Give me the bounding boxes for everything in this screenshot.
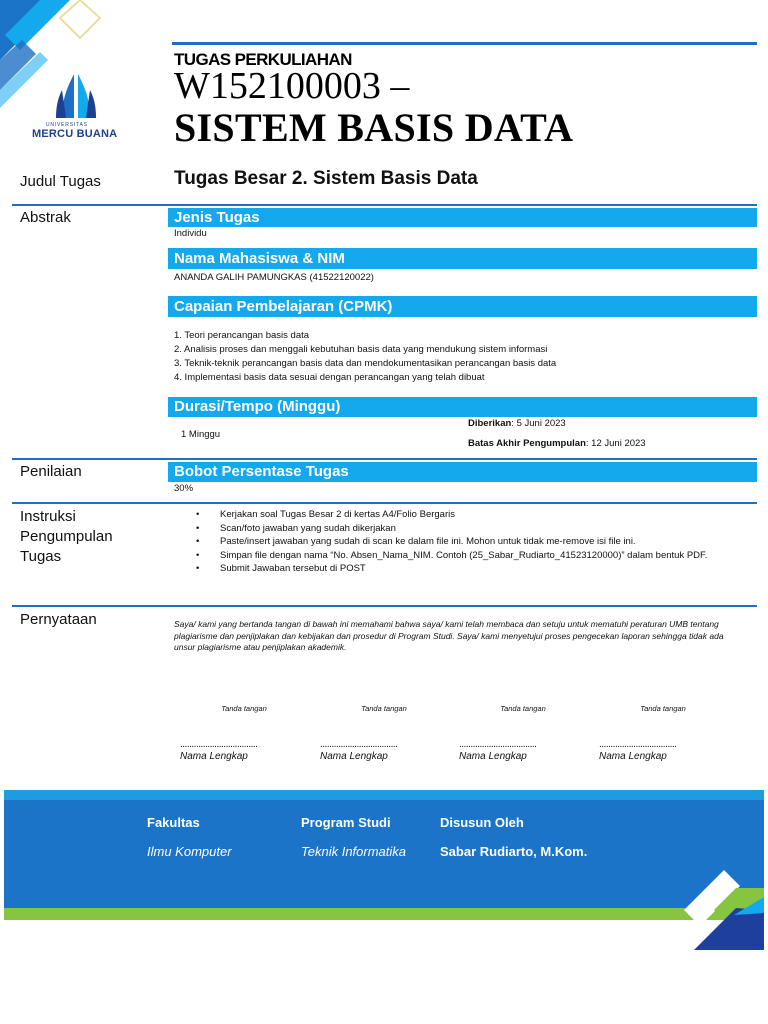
list-item: • Kerjakan soal Tugas Besar 2 di kertas A4/Folio Bergaris	[196, 508, 756, 522]
signature-line: ..................................	[599, 739, 677, 750]
list-item: • Simpan file dengan nama “No. Absen_Nama_NIM. Contoh (25_Sabar_Rudiarto_41523120000)” dalam bentuk PDF.	[196, 549, 756, 563]
header-rule	[172, 42, 757, 45]
signature-block	[320, 704, 450, 762]
signature-label: Tanda tangan	[361, 704, 407, 713]
signature-line: ..................................	[180, 739, 258, 750]
penyusun-value: Sabar Rudiarto, M.Kom.	[440, 844, 588, 859]
label-pernyataan: Pernyataan	[20, 611, 97, 628]
row-divider	[12, 458, 757, 460]
row-divider	[12, 204, 757, 206]
fakultas-label: Fakultas	[147, 815, 200, 830]
list-item: 1. Teori perancangan basis data	[174, 330, 310, 341]
label-abstrak: Abstrak	[20, 209, 71, 226]
mahasiswa-value: ANANDA GALIH PAMUNGKAS (41522120022)	[174, 272, 374, 283]
list-item: • Submit Jawaban tersebut di POST	[196, 562, 756, 576]
label-penilaian: Penilaian	[20, 463, 82, 480]
logo-text: MERCU BUANA	[32, 128, 118, 140]
signature-block	[180, 704, 310, 762]
jenis-tugas-value: Individu	[174, 228, 207, 239]
list-item: 3. Teknik-teknik perancangan basis data dan mendokumentasikan perancangan basis data	[174, 358, 557, 369]
prodi-label: Program Studi	[301, 815, 391, 830]
footer-corner-decoration	[684, 855, 764, 950]
instruksi-list	[196, 508, 756, 576]
signature-line: ..................................	[320, 739, 398, 750]
course-title: SISTEM BASIS DATA	[174, 105, 574, 150]
bobot-value: 30%	[174, 483, 194, 494]
signature-label: Tanda tangan	[221, 704, 267, 713]
signature-label: Tanda tangan	[640, 704, 686, 713]
full-name-label: Nama Lengkap	[320, 751, 388, 762]
bobot-heading: Bobot Persentase Tugas	[168, 462, 757, 482]
list-item: • Paste/insert jawaban yang sudah di scan ke dalam file ini. Mohon untuk tidak me-remove isi file ini.	[196, 535, 756, 549]
course-tag: TUGAS PERKULIAHAN	[174, 50, 352, 69]
list-item: 4. Implementasi basis data sesuai dengan perancangan yang telah dibuat	[174, 372, 485, 383]
durasi-value: 1 Minggu	[181, 429, 221, 440]
full-name-label: Nama Lengkap	[180, 751, 248, 762]
footer-green-bar	[4, 908, 764, 920]
signature-line: ..................................	[459, 739, 537, 750]
jenis-tugas-heading: Jenis Tugas	[168, 208, 757, 227]
mahasiswa-heading: Nama Mahasiswa & NIM	[168, 248, 757, 269]
signature-label: Tanda tangan	[500, 704, 546, 713]
batas-akhir: Batas Akhir Pengumpulan: 12 Juni 2023	[468, 438, 646, 449]
full-name-label: Nama Lengkap	[599, 751, 667, 762]
diberikan: Diberikan: 5 Juni 2023	[468, 418, 566, 429]
fakultas-value: Ilmu Komputer	[147, 844, 232, 859]
list-item: 2. Analisis proses dan menggali kebutuhan basis data yang mendukung sistem informasi	[174, 344, 548, 355]
label-instruksi: Instruksi Pengumpulan Tugas	[20, 508, 113, 565]
footer-stripe	[4, 790, 764, 800]
judul-tugas: Tugas Besar 2. Sistem Basis Data	[174, 168, 478, 189]
logo-small-text: UNIVERSITAS	[46, 122, 88, 128]
full-name-label: Nama Lengkap	[459, 751, 527, 762]
row-divider	[12, 605, 757, 607]
durasi-heading: Durasi/Tempo (Minggu)	[168, 397, 757, 417]
prodi-value: Teknik Informatika	[301, 844, 407, 859]
cpmk-list	[174, 329, 556, 385]
label-judul: Judul Tugas	[20, 173, 101, 190]
signature-block	[599, 704, 729, 762]
penyusun-label: Disusun Oleh	[440, 815, 524, 830]
pernyataan-text: Saya/ kami yang bertanda tangan di bawah ini memahami bahwa saya/ kami telah membaca dan setuju untuk mematuhi peraturan UMB tentang plagiarisme dan penjiplakan dan kebijakan dan prosedur di Program Studi. Saya/ kami menyetujui proses pengecekan laporan sehingga tidak ada unsur plagiarisme atau penjiplakan akademik.	[174, 619, 724, 652]
row-divider	[12, 502, 757, 504]
list-item: • Scan/foto jawaban yang sudah dikerjakan	[196, 522, 756, 536]
cpmk-heading: Capaian Pembelajaran (CPMK)	[168, 296, 757, 317]
course-code: W152100003 –	[174, 65, 410, 107]
signature-block	[459, 704, 589, 762]
